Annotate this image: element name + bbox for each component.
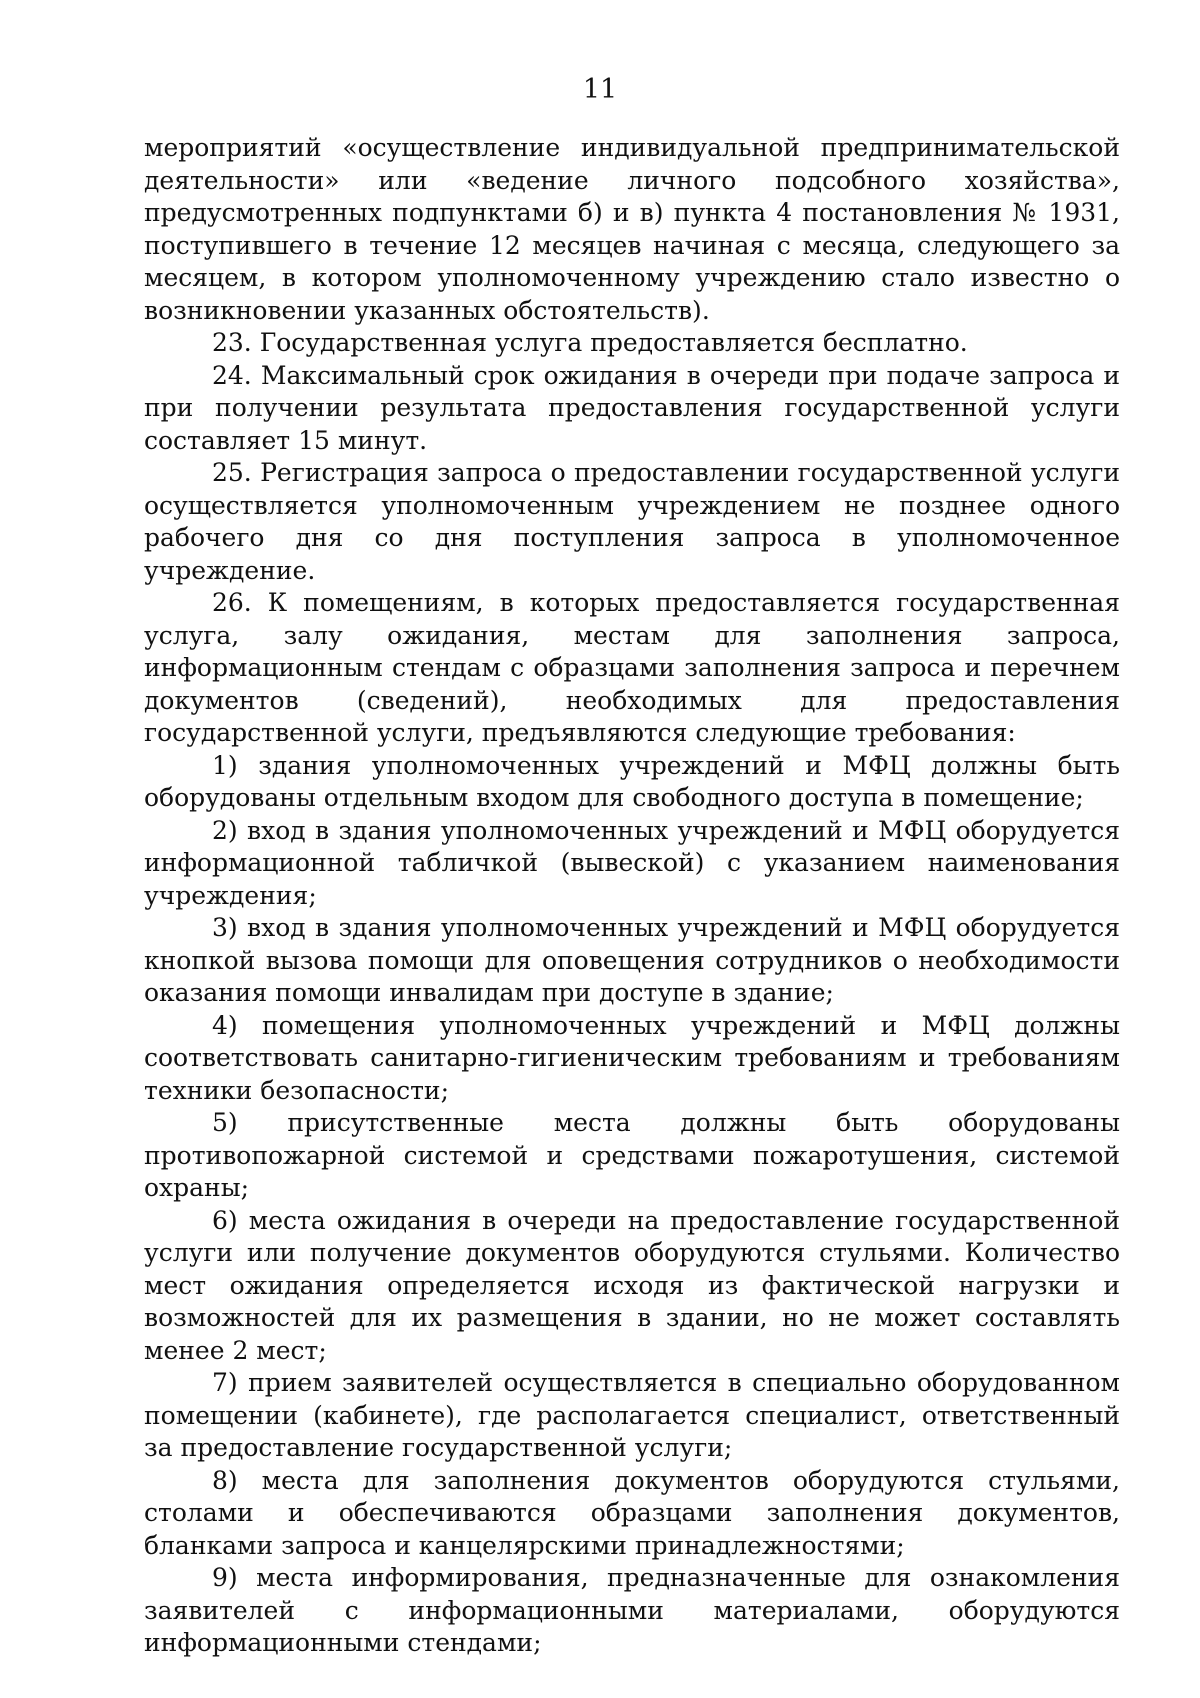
list-item-7: 7) прием заявителей осуществляется в специально оборудованном помещении (кабинете), где располагается специалист, ответственный за предоставление государственной услуги; bbox=[144, 1368, 1120, 1462]
list-item-4: 4) помещения уполномоченных учреждений и МФЦ должны соответствовать санитарно-гигиеническим требованиям и требованиям техники безопасности; bbox=[144, 1010, 1120, 1105]
list-item-6: 6) места ожидания в очереди на предоставление государственной услуги или получение документов оборудуются стульями. Количество мест ожидания определяется исходя из фактической нагрузки и возможностей для их размещения в здании, но не может составлять менее 2 мест; bbox=[144, 1205, 1120, 1365]
paragraph-24: 24. Максимальный срок ожидания в очереди при подаче запроса и при получении результата предоставления государственной услуги составляет 15 минут. bbox=[144, 360, 1120, 455]
list-item-2: 2) вход в здания уполномоченных учреждений и МФЦ оборудуется информационной табличкой (вывеской) с указанием наименования учреждения; bbox=[144, 815, 1120, 910]
page-number: 11 bbox=[582, 74, 618, 105]
list-item-3: 3) вход в здания уполномоченных учреждений и МФЦ оборудуется кнопкой вызова помощи для оповещения сотрудников о необходимости оказания помощи инвалидам при доступе в здание; bbox=[144, 913, 1120, 1007]
list-item-9: 9) места информирования, предназначенные для ознакомления заявителей с информационными материалами, оборудуются информационными стендами; bbox=[144, 1563, 1120, 1657]
list-item-8: 8) места для заполнения документов оборудуются стульями, столами и обеспечиваются образцами заполнения документов, бланками запроса и канцелярскими принадлежностями; bbox=[144, 1465, 1120, 1560]
list-item-1: 1) здания уполномоченных учреждений и МФЦ должны быть оборудованы отдельным входом для свободного доступа в помещение; bbox=[144, 750, 1120, 812]
document-body bbox=[144, 132, 1120, 1660]
paragraph-26: 26. К помещениям, в которых предоставляется государственная услуга, залу ожидания, местам для заполнения запроса, информационным стендам с образцами заполнения запроса и перечнем документов (сведений), необходимых для предоставления государственной услуги, предъявляются следующие требования: bbox=[144, 588, 1120, 747]
paragraph-continuation: мероприятий «осуществление индивидуальной предпринимательской деятельности» или «ведение личного подсобного хозяйства», предусмотренных подпунктами б) и в) пункта 4 постановления № 1931, поступившего в течение 12 месяцев начиная с месяца, следующего за месяцем, в котором уполномоченному учреждению стало известно о возникновении указанных обстоятельств). bbox=[144, 133, 1120, 325]
paragraph-23: 23. Государственная услуга предоставляется бесплатно. bbox=[212, 328, 968, 357]
paragraph-25: 25. Регистрация запроса о предоставлении государственной услуги осуществляется уполномоченным учреждением не позднее одного рабочего дня со дня поступления запроса в уполномоченное учреждение. bbox=[144, 458, 1120, 585]
list-item-5: 5) присутственные места должны быть оборудованы противопожарной системой и средствами пожаротушения, системой охраны; bbox=[144, 1108, 1120, 1202]
